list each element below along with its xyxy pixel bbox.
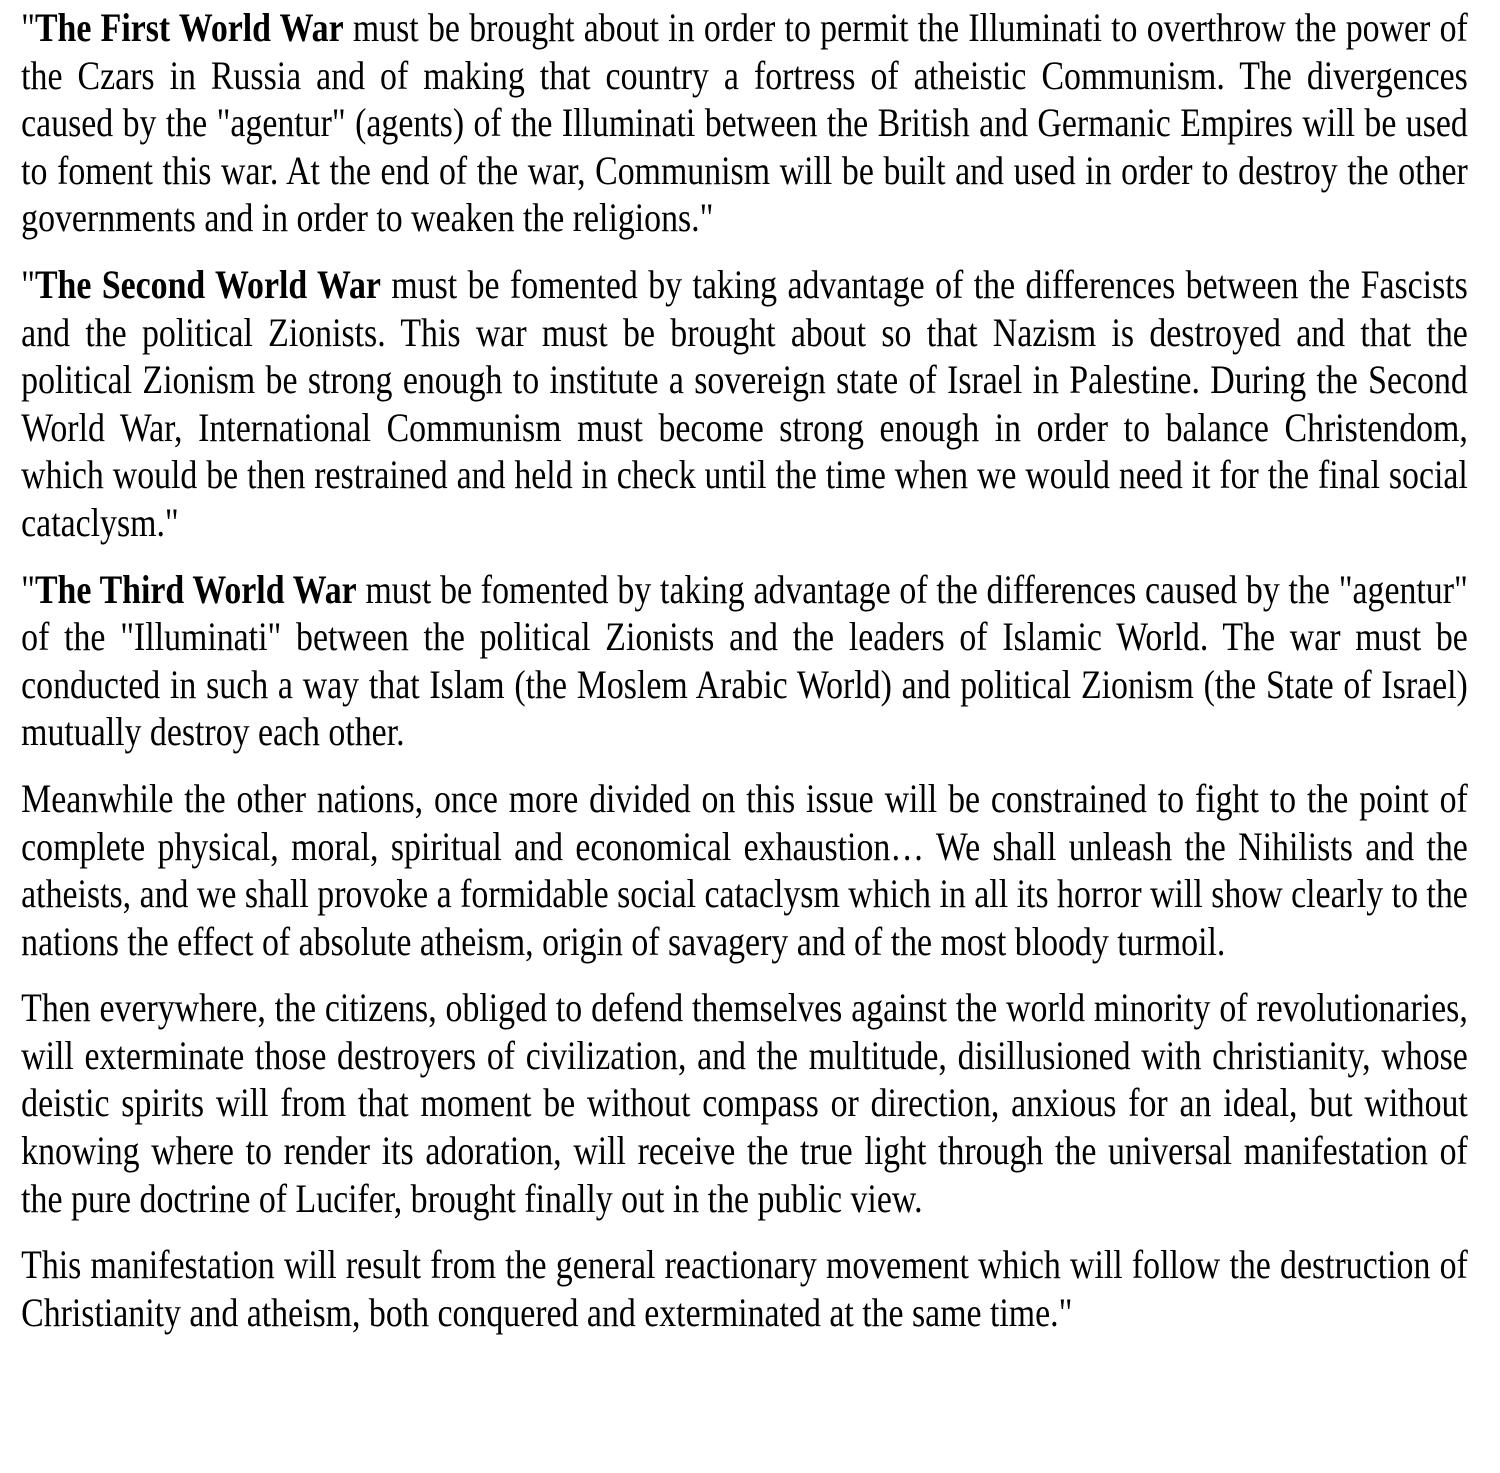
bold-lead-second-world-war: The Second World War [34,261,381,307]
paragraph-body: must be fomented by taking advantage of the differences between the Fascists and the political Zionists. This war must be brought about so that Nazism is destroyed and that the political Zionism be strong enough to institute a sovereign state of Israel in Palestine. During the Second World War, International Communism must become strong enough in order to balance Christendom, which would be then restrained and held in check until the time when we would need it for the final social cataclysm." [21,261,1468,545]
paragraph-body: Then everywhere, the citizens, obliged to defend themselves against the world minority of revolutionaries, will exterminate those destroyers of civilization, and the multitude, disillusioned with christianity, whose deistic spirits will from that moment be without compass or direction, anxious for an ideal, but without knowing where to render its adoration, will receive the true light through the universal manifestation of the pure doctrine of Lucifer, brought finally out in the public view. [21,985,1468,1221]
paragraph-body: must be fomented by taking advantage of the differences caused by the "agentur" of the "Illuminati" between the political Zionists and the leaders of Islamic World. The war must be conducted in such a way that Islam (the Moslem Arabic World) and political Zionism (the State of Israel) mutually destroy each other. [21,566,1468,755]
open-quote: " [21,566,35,612]
paragraph-this-manifestation [21,1241,1468,1336]
paragraph-third-world-war [21,566,1468,756]
open-quote: " [21,5,35,50]
paragraph-second-world-war [21,261,1468,547]
open-quote: " [21,261,35,307]
bold-lead-first-world-war: The First World War [34,5,344,50]
paragraph-then-everywhere [21,984,1468,1222]
paragraph-first-world-war [21,4,1468,242]
paragraph-meanwhile-nations [21,775,1468,965]
bold-lead-third-world-war: The Third World War [34,566,357,612]
paragraph-body: Meanwhile the other nations, once more divided on this issue will be constrained to fight to the point of complete physical, moral, spiritual and economical exhaustion… We shall unleash the Nihilists and the atheists, and we shall provoke a formidable social cataclysm which in all its horror will show clearly to the nations the effect of absolute atheism, origin of savagery and of the most bloody turmoil. [21,775,1468,964]
paragraph-body: must be brought about in order to permit the Illuminati to overthrow the power of the Czars in Russia and of making that country a fortress of atheistic Communism. The divergences caused by the "agentur" (agents) of the Illuminati between the British and Germanic Empires will be used to foment this war. At the end of the war, Communism will be built and used in order to destroy the other governments and in order to weaken the religions." [21,5,1468,241]
paragraph-body: This manifestation will result from the general reactionary movement which will follow the destruction of Christianity and atheism, both conquered and exterminated at the same time." [21,1242,1468,1335]
